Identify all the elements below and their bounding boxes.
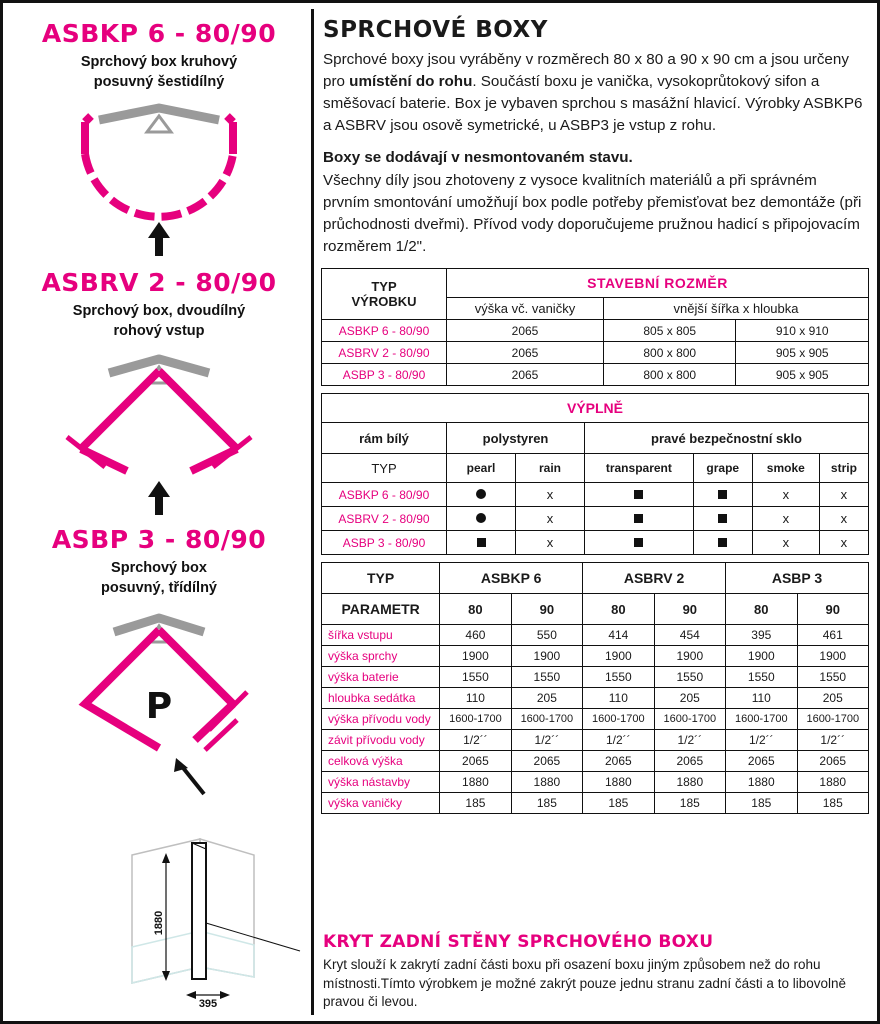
col-rain: rain [516,454,585,483]
mark-grape [693,507,752,531]
table-row [322,772,869,793]
group-asbp3: ASBP 3 [726,563,869,594]
row-typ: ASBP 3 - 80/90 [322,531,447,555]
col-width-depth: vnější šířka x hloubka [604,298,869,320]
corner-entry-shower-icon [9,341,309,481]
param-value: 1550 [654,667,725,688]
cell-dim90: 905 x 905 [736,364,869,386]
dimension-drawing [104,827,304,1007]
param-value: 414 [583,625,654,646]
param-value: 185 [440,793,511,814]
left-column [9,9,309,1015]
param-value: 1/2´´ [511,730,582,751]
param-value: 460 [440,625,511,646]
param-value: 1600-1700 [797,709,868,730]
mark-transparent [585,507,694,531]
param-label: výška sprchy [322,646,440,667]
size-cell: 90 [797,594,868,625]
product-description [9,53,309,92]
col-param: PARAMETR [322,594,440,625]
mark-smoke: x [752,531,819,555]
table-row [322,454,869,483]
param-value: 1880 [511,772,582,793]
param-value: 185 [726,793,797,814]
cell-dim90: 910 x 910 [736,320,869,342]
param-value: 1550 [726,667,797,688]
mark-rain: x [516,531,585,555]
mark-transparent [585,483,694,507]
row-typ: ASBKP 6 - 80/90 [322,320,447,342]
group-polystyren: polystyren [447,423,585,454]
param-value: 1600-1700 [654,709,725,730]
param-value: 1880 [440,772,511,793]
cell-dim80: 800 x 800 [604,364,736,386]
param-value: 110 [726,688,797,709]
cell-dim80: 805 x 805 [604,320,736,342]
size-cell: 80 [726,594,797,625]
back-panel-title: KRYT ZADNÍ STĚNY SPRCHOVÉHO BOXU [323,932,714,953]
row-typ: ASBKP 6 - 80/90 [322,483,447,507]
mark-rain: x [516,483,585,507]
table-fillings [321,393,869,555]
cell-typ-header [322,269,447,320]
mark-smoke: x [752,483,819,507]
table-row [322,531,869,555]
param-label: výška přívodu vody [322,709,440,730]
param-value: 110 [583,688,654,709]
column-divider [311,9,314,1015]
param-value: 1550 [797,667,868,688]
param-value: 2065 [440,751,511,772]
intro-bold-b: Boxy se dodávají v nesmontovaném stavu. [323,148,633,166]
intro-text-b: . Součástí boxu je vanička, vysokoprůtokový sifon a směšovací baterie. Box je vybaven sprchou s masážní hlavicí. Výrobky ASBKP6 a ASBRV jsou osově symetrické, u ASBP3 je vstup z rohu. [323,72,863,134]
table-row [322,793,869,814]
product-desc-line1: Sprchový box kruhový [80,54,238,70]
product-asbp3 [9,525,309,798]
param-value: 1900 [797,646,868,667]
cell-height: 2065 [447,342,604,364]
size-cell: 80 [440,594,511,625]
mark-grape [693,531,752,555]
param-value: 185 [511,793,582,814]
typ-line2: VÝROBKU [351,294,417,310]
size-cell: 90 [654,594,725,625]
mark-pearl [447,507,516,531]
param-value: 205 [511,688,582,709]
param-label: šířka vstupu [322,625,440,646]
intro-text-c: Všechny díly jsou zhotoveny z vysoce kvalitních materiálů a při správném prvním smontování umožňují box podle potřeby přemisťovat bez demontáže (při průchodnosti dveřmi). Přívod vody doporučujeme pružnou hadicí s připojovacím rozměrem 1/2". [323,172,862,256]
param-value: 1600-1700 [726,709,797,730]
intro-text-a: Sprchové boxy jsou vyráběny v rozměrech 80 x 80 a 90 x 90 cm a jsou určeny pro [323,51,849,90]
param-value: 2065 [797,751,868,772]
cell-height: 2065 [447,364,604,386]
param-value: 185 [583,793,654,814]
cell-height: 2065 [447,320,604,342]
arrow-up-icon [146,222,172,256]
cell-dim80: 800 x 800 [604,342,736,364]
mark-transparent [585,531,694,555]
param-value: 1900 [726,646,797,667]
param-value: 2065 [726,751,797,772]
cell-dim90: 905 x 905 [736,342,869,364]
table-row [322,594,869,625]
svg-text:P: P [145,686,173,728]
mark-strip: x [819,507,868,531]
param-value: 2065 [654,751,725,772]
group-frame: rám bílý [322,423,447,454]
table-row [322,507,869,531]
param-value: 461 [797,625,868,646]
col-typ: TYP [322,454,447,483]
table-row [322,394,869,423]
param-value: 185 [654,793,725,814]
size-cell: 90 [511,594,582,625]
param-value: 1880 [583,772,654,793]
param-value: 1600-1700 [583,709,654,730]
right-column [321,13,869,814]
page-title: SPRCHOVÉ BOXY [323,17,548,43]
product-desc-line1: Sprchový box, dvoudílný [72,303,246,320]
table-row [322,751,869,772]
param-value: 1900 [511,646,582,667]
table-row [322,269,869,298]
row-typ: ASBP 3 - 80/90 [322,364,447,386]
param-value: 1600-1700 [511,709,582,730]
param-value: 1880 [726,772,797,793]
param-value: 550 [511,625,582,646]
param-value: 1600-1700 [440,709,511,730]
mark-pearl [447,483,516,507]
param-value: 1550 [440,667,511,688]
param-label: výška vaničky [322,793,440,814]
fillings-title: VÝPLNĚ [322,394,869,423]
table-row [322,483,869,507]
quarter-round-shower-icon [9,92,309,222]
table-row [322,342,869,364]
product-asbrv2 [9,268,309,515]
back-panel-text: Kryt slouží k zakrytí zadní části boxu při osazení boxu jiným způsobem než do rohu místnosti.Tímto výrobkem je možné zakrýt pouze jednu stranu zadní části a to libovolně pravou či levou. [323,957,846,1009]
param-value: 1900 [654,646,725,667]
param-value: 1/2´´ [797,730,868,751]
col-strip: strip [819,454,868,483]
param-value: 1/2´´ [583,730,654,751]
arrow-up-icon [146,481,172,515]
col-typ: TYP [322,563,440,594]
typ-line1: TYP [371,279,397,295]
table-row [322,730,869,751]
param-value: 454 [654,625,725,646]
param-value: 1/2´´ [440,730,511,751]
param-label: výška nástavby [322,772,440,793]
group-asbrv2: ASBRV 2 [583,563,726,594]
table-row [322,320,869,342]
param-value: 2065 [583,751,654,772]
table-row [322,625,869,646]
mark-grape [693,483,752,507]
mark-rain: x [516,507,585,531]
mark-strip: x [819,483,868,507]
param-value: 205 [797,688,868,709]
param-value: 1900 [440,646,511,667]
param-value: 1880 [654,772,725,793]
col-transparent: transparent [585,454,694,483]
sliding-three-part-shower-icon [9,598,309,758]
product-desc-line2: rohový vstup [113,322,205,339]
product-code: ASBKP 6 - 80/90 [41,19,277,48]
table-dimensions [321,268,869,386]
group-asbkp6: ASBKP 6 [440,563,583,594]
product-desc-line2: posuvný šestidílný [93,73,225,90]
product-desc-line1: Sprchový box [111,560,207,577]
mark-pearl [447,531,516,555]
arrow-up-right-icon [164,758,224,798]
size-cell: 80 [583,594,654,625]
param-value: 1880 [797,772,868,793]
svg-text:1880: 1880 [153,910,165,936]
back-panel-section [321,932,869,1011]
param-label: výška baterie [322,667,440,688]
product-description [9,302,309,341]
param-value: 1/2´´ [654,730,725,751]
param-value: 395 [726,625,797,646]
dimensions-title: STAVEBNÍ ROZMĚR [447,269,869,298]
intro-bold-line [323,147,867,169]
table-row [322,709,869,730]
param-value: 110 [440,688,511,709]
table-row [322,364,869,386]
table-row [322,667,869,688]
table-row [322,688,869,709]
product-asbkp6 [9,19,309,256]
intro-paragraph-2 [323,170,867,258]
group-glass: pravé bezpečnostní sklo [585,423,869,454]
table-row [322,646,869,667]
product-description [9,559,309,598]
param-label: celková výška [322,751,440,772]
product-code: ASBRV 2 - 80/90 [41,268,277,298]
col-height: výška vč. vaničky [447,298,604,320]
param-value: 1900 [583,646,654,667]
param-value: 2065 [511,751,582,772]
svg-text:395: 395 [198,998,218,1007]
table-row [322,423,869,454]
col-grape: grape [693,454,752,483]
param-value: 1550 [583,667,654,688]
product-code: ASBP 3 - 80/90 [51,525,267,555]
param-value: 185 [797,793,868,814]
mark-smoke: x [752,507,819,531]
table-row [322,563,869,594]
row-typ: ASBRV 2 - 80/90 [322,342,447,364]
param-value: 205 [654,688,725,709]
param-value: 1/2´´ [726,730,797,751]
intro-paragraph-1 [323,49,867,137]
param-label: závit přívodu vody [322,730,440,751]
intro-bold-a: umístění do rohu [349,72,473,90]
mark-strip: x [819,531,868,555]
param-label: hloubka sedátka [322,688,440,709]
param-value: 1550 [511,667,582,688]
row-typ: ASBRV 2 - 80/90 [322,507,447,531]
col-pearl: pearl [447,454,516,483]
table-parameters [321,562,869,814]
product-desc-line2: posuvný, třídílný [100,579,217,596]
col-smoke: smoke [752,454,819,483]
